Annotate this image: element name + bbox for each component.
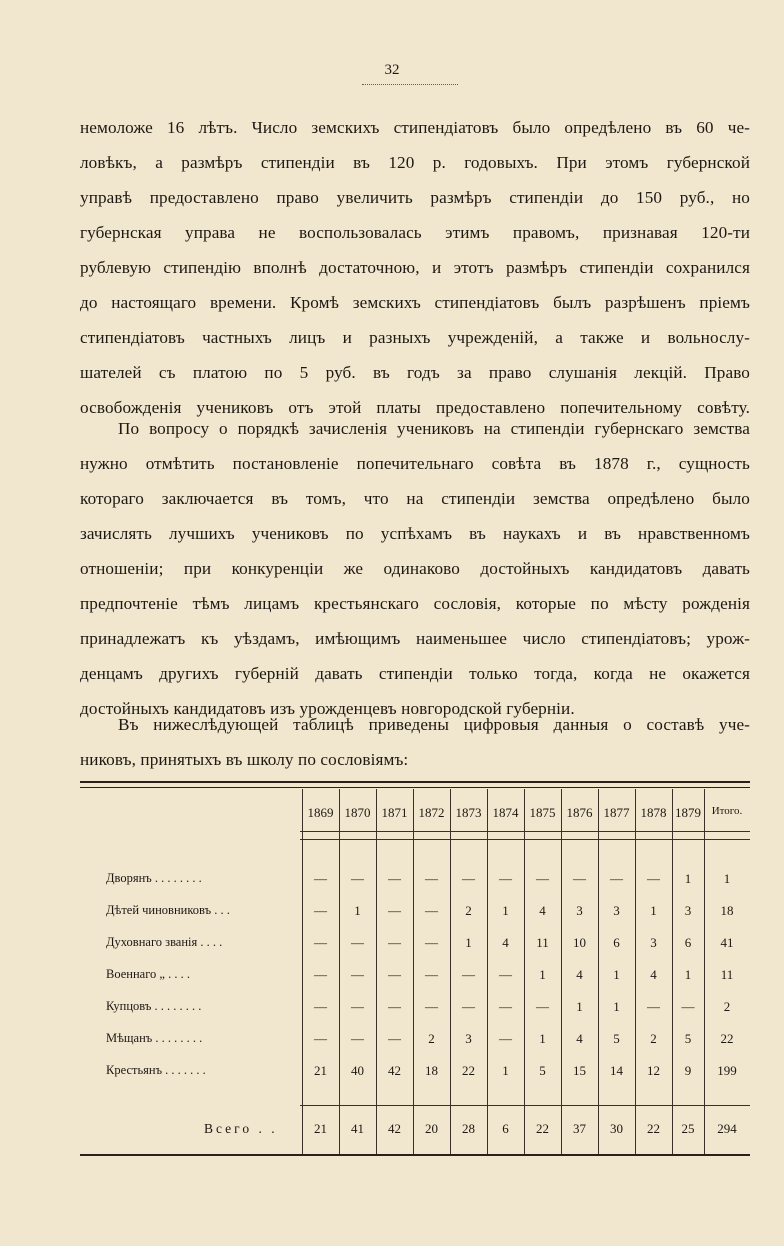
- table-cell: —: [314, 935, 327, 950]
- table-cell: —: [681, 999, 695, 1014]
- total-cell: 30: [610, 1121, 623, 1136]
- text-line: стипендіатовъ частныхъ лицъ и разныхъ учрежденій, а также и вольнослу-: [80, 328, 750, 347]
- total-cell: 22: [647, 1121, 660, 1136]
- table-cell: 10: [573, 935, 586, 950]
- table-cell: —: [388, 1031, 401, 1046]
- text-line: никовъ, принятыхъ въ школу по сословіямъ:: [80, 750, 409, 769]
- table-cell: —: [351, 871, 364, 886]
- text-line: По вопросу о порядкѣ зачисленія учениковъ на стипендіи губернскаго земства: [118, 419, 750, 438]
- paragraph-1: [80, 110, 750, 425]
- table-cell: 18: [720, 903, 734, 918]
- table-cell: —: [462, 871, 475, 886]
- table-cell: —: [351, 1031, 364, 1046]
- table-cell: 5: [613, 1031, 620, 1046]
- table-cell: 2: [465, 903, 472, 918]
- table-cell: —: [425, 935, 438, 950]
- table-cell: —: [314, 967, 327, 982]
- page-number-dots: [362, 84, 458, 85]
- table-cell: —: [425, 967, 438, 982]
- total-cell: 294: [717, 1121, 737, 1136]
- total-label: Всего . .: [204, 1121, 278, 1136]
- table-cell: —: [573, 871, 586, 886]
- column-header: 1877: [603, 805, 630, 820]
- text-line: нужно отмѣтить постановленіе попечительнаго совѣта въ 1878 г., сущность: [80, 454, 750, 473]
- total-cell: 41: [351, 1121, 364, 1136]
- table-cell: 1: [650, 903, 657, 918]
- table-cell: —: [314, 871, 327, 886]
- text-line: принадлежатъ къ уѣздамъ, имѣющимъ наименьшее число стипендіатовъ; урож-: [80, 629, 750, 648]
- table-cell: 199: [717, 1063, 737, 1078]
- table-cell: 22: [462, 1063, 475, 1078]
- table-cell: 2: [650, 1031, 657, 1046]
- table-cell: 11: [720, 967, 734, 982]
- table-cell: 3: [650, 935, 657, 950]
- text-line: отношеніи; при конкуренціи же одинаково достойныхъ кандидатовъ давать: [80, 559, 750, 578]
- table-cell: 3: [465, 1031, 472, 1046]
- table-cell: —: [499, 967, 512, 982]
- column-header: Итого.: [711, 805, 743, 817]
- total-cell: 42: [388, 1121, 401, 1136]
- column-header: 1872: [418, 805, 445, 820]
- table-cell: —: [351, 999, 364, 1014]
- total-cell: 25: [681, 1121, 695, 1136]
- table-cell: —: [647, 999, 660, 1014]
- text-line: немоложе 16 лѣтъ. Число земскихъ стипендіатовъ было опредѣлено въ 60 че-: [80, 118, 750, 137]
- text-line: достойныхъ кандидатовъ изъ урожденцевъ новгородской губерніи.: [80, 699, 575, 718]
- text-line: денцамъ другихъ губерній давать стипендіи только тогда, когда не окажется: [80, 664, 750, 683]
- table-cell: 4: [539, 903, 546, 918]
- text-line: рублевую стипендію вполнѣ достаточною, и этотъ размѣръ стипендіи сохранился: [80, 258, 750, 277]
- table-cell: 14: [610, 1063, 623, 1078]
- paragraph-3: [80, 707, 750, 777]
- table-cell: 1: [539, 1031, 546, 1046]
- table-cell: 12: [647, 1063, 660, 1078]
- table-cell: —: [462, 999, 475, 1014]
- text-line: шателей съ платою по 5 руб. въ годъ за право слушанія лекцій. Право: [80, 363, 750, 382]
- table-cell: 21: [314, 1063, 327, 1078]
- table-cell: —: [499, 1031, 512, 1046]
- text-line: губернская управа не воспользовалась этимъ правомъ, признавая 120-ти: [80, 223, 750, 242]
- table-cell: —: [499, 871, 512, 886]
- table-cell: —: [388, 871, 401, 886]
- table-cell: 1: [465, 935, 472, 950]
- total-cell: 22: [536, 1121, 549, 1136]
- table-cell: —: [314, 903, 327, 918]
- table-cell: —: [388, 967, 401, 982]
- text-line: до настоящаго времени. Кромѣ земскихъ стипендіатовъ былъ разрѣшенъ пріемъ: [80, 293, 750, 312]
- column-header: 1879: [675, 805, 701, 820]
- table-cell: —: [351, 935, 364, 950]
- text-line: ловѣкъ, а размѣръ стипендіи въ 120 р. годовыхъ. При этомъ губернской: [80, 153, 750, 172]
- table-cell: —: [314, 1031, 327, 1046]
- table-cell: 15: [573, 1063, 586, 1078]
- table-cell: 1: [613, 999, 620, 1014]
- row-label: Мѣщанъ . . . . . . . .: [106, 1031, 203, 1045]
- table-cell: —: [388, 903, 401, 918]
- header-rule-lower: [300, 839, 750, 840]
- table-cell: —: [314, 999, 327, 1014]
- table-cell: 1: [539, 967, 546, 982]
- row-label: Дворянъ . . . . . . . .: [106, 871, 202, 885]
- table-cell: 5: [539, 1063, 546, 1078]
- text-line: Въ нижеслѣдующей таблицѣ приведены цифровыя данныя о составѣ уче-: [118, 715, 750, 734]
- estates-table: [80, 781, 750, 1156]
- table-cell: 41: [720, 935, 734, 950]
- table-cell: —: [462, 967, 475, 982]
- column-header: 1874: [492, 805, 519, 820]
- table-cell: 1: [354, 903, 361, 918]
- table-cell: —: [536, 999, 549, 1014]
- table-cell: —: [425, 999, 438, 1014]
- column-header: 1875: [529, 805, 556, 820]
- total-cell: 37: [573, 1121, 586, 1136]
- table-cell: 1: [502, 1063, 509, 1078]
- table-cell: 1: [684, 967, 692, 982]
- table-cell: 9: [684, 1063, 692, 1078]
- row-label: Крестьянъ . . . . . . .: [106, 1063, 206, 1077]
- table-cell: 3: [576, 903, 583, 918]
- table-cell: 1: [502, 903, 509, 918]
- table-cell: 1: [723, 871, 731, 886]
- table-cell: 11: [536, 935, 549, 950]
- table-cell: 4: [576, 967, 583, 982]
- paragraph-2: [80, 411, 750, 726]
- table-cell: —: [536, 871, 549, 886]
- page-number: 32: [384, 62, 400, 78]
- table-cell: 4: [502, 935, 509, 950]
- table-cell: —: [425, 871, 438, 886]
- table-cell: —: [425, 903, 438, 918]
- total-cell: 21: [314, 1121, 327, 1136]
- column-header: 1876: [566, 805, 593, 820]
- text-line: зачислять лучшихъ учениковъ по успѣхамъ въ наукахъ и въ нравственномъ: [80, 524, 750, 543]
- table-cell: —: [388, 935, 401, 950]
- column-header: 1878: [640, 805, 667, 820]
- table-cell: 6: [684, 935, 692, 950]
- column-header: 1869: [307, 805, 334, 820]
- text-line: освобожденія учениковъ отъ этой платы предоставлено попечительному совѣту.: [80, 398, 750, 417]
- table-cell: 1: [576, 999, 583, 1014]
- table-cell: —: [647, 871, 660, 886]
- row-label: Купцовъ . . . . . . . .: [106, 999, 202, 1013]
- table-cell: 2: [428, 1031, 435, 1046]
- table-cell: 1: [613, 967, 620, 982]
- table-cell: 18: [425, 1063, 438, 1078]
- table-cell: 2: [723, 999, 731, 1014]
- text-line: предпочтеніе тѣмъ лицамъ крестьянскаго сословія, которые по мѣсту рожденія: [80, 594, 750, 613]
- total-rule: [300, 1105, 750, 1106]
- row-label: Дѣтей чиновниковъ . . .: [106, 903, 230, 917]
- total-cell: 20: [425, 1121, 438, 1136]
- column-header: 1870: [344, 805, 371, 820]
- table-cell: —: [499, 999, 512, 1014]
- table-cell: 1: [684, 871, 692, 886]
- table-cell: 42: [388, 1063, 401, 1078]
- total-cell: 28: [462, 1121, 475, 1136]
- row-label: Военнаго „ . . . .: [106, 967, 190, 981]
- table-cell: —: [610, 871, 623, 886]
- header-rule: [300, 831, 750, 832]
- text-line: управѣ предоставлено право увеличить размѣръ стипендіи до 150 руб., но: [80, 188, 750, 207]
- table-cell: —: [351, 967, 364, 982]
- table-cell: 5: [684, 1031, 692, 1046]
- table-cell: 40: [351, 1063, 364, 1078]
- table-cell: 6: [613, 935, 620, 950]
- table-cell: 3: [684, 903, 692, 918]
- table-cell: 3: [613, 903, 620, 918]
- row-label: Духовнаго званія . . . .: [106, 935, 223, 949]
- column-header: 1873: [455, 805, 482, 820]
- table-cell: 4: [576, 1031, 583, 1046]
- text-line: котораго заключается въ томъ, что на стипендіи земства опредѣлено было: [80, 489, 750, 508]
- table-cell: —: [388, 999, 401, 1014]
- table-cell: 4: [650, 967, 657, 982]
- column-header: 1871: [381, 805, 408, 820]
- total-cell: 6: [502, 1121, 509, 1136]
- table-cell: 22: [720, 1031, 734, 1046]
